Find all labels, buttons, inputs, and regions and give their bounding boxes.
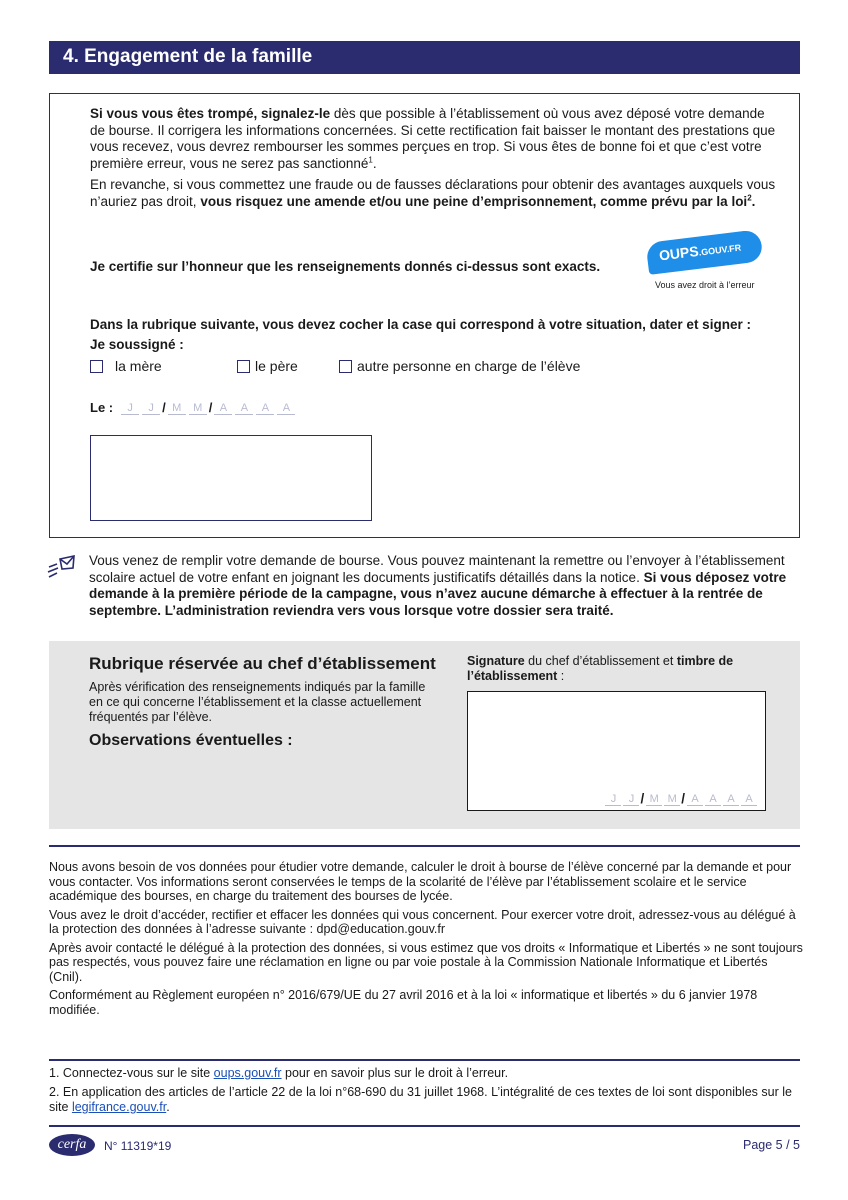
- date-label: Le :: [90, 400, 114, 415]
- cerfa-number: N° 11319*19: [104, 1139, 172, 1153]
- family-signature-box[interactable]: [90, 435, 372, 521]
- oups-logo-small: .GOUV.FR: [698, 242, 742, 258]
- footnote-1-pre: 1. Connectez-vous sur le site: [49, 1066, 214, 1080]
- chef-date-year-1[interactable]: A: [687, 793, 703, 806]
- footnote-2-post: .: [166, 1100, 170, 1114]
- engagement-p1-end: .: [372, 155, 377, 171]
- privacy-paragraph: Après avoir contacté le délégué à la protection des données, si vous estimez que vos droits « Informatique et Libertés » ne sont toujours pas respectés, vous pouvez faire une réclamation en ligne ou par voie postale à la Commission Nationale Informatique et Libertés (Cnil).: [49, 940, 803, 984]
- instruction-text: Dans la rubrique suivante, vous devez cocher la case qui correspond à votre situation, dater et signer :: [90, 317, 751, 332]
- date-input[interactable]: [121, 400, 298, 415]
- footnote-1: [49, 1066, 804, 1081]
- option-mere-label: la mère: [115, 358, 162, 374]
- divider: [49, 1125, 800, 1127]
- chef-date-input[interactable]: [605, 791, 759, 806]
- footnote-ref-2: 2: [747, 193, 752, 202]
- engagement-p1-bold: Si vous vous êtes trompé, signalez-le: [90, 106, 331, 121]
- checkbox-mere[interactable]: [90, 360, 103, 373]
- option-autre[interactable]: [339, 358, 580, 374]
- chef-sig-bold-2: timbre de l’établissement: [467, 654, 734, 683]
- engagement-box: [49, 93, 800, 538]
- date-row: [90, 400, 298, 415]
- chef-sig-end: :: [557, 669, 565, 683]
- chef-date-year-2[interactable]: A: [705, 793, 721, 806]
- chef-observations-label: Observations éventuelles :: [89, 732, 293, 749]
- option-mere[interactable]: [90, 358, 162, 374]
- chef-date-month-2[interactable]: M: [664, 793, 680, 806]
- notice-text: Vous venez de remplir votre demande de bourse. Vous pouvez maintenant la remettre ou l’envoyer à l’établissement scolaire actuel de votre enfant en joignant les documents justificatifs détaillés dans la notice.: [89, 553, 785, 585]
- oups-logo-main: OUPS: [658, 242, 700, 264]
- privacy-paragraph: Nous avons besoin de vos données pour étudier votre demande, calculer le droit à bourse de l’élève concerné par la demande et pour vous contacter. Vos informations seront conservées le temps de la scolarité de l’élève par l’établissement scolaire et le service académique des bourses, en charge du traitement des bourses de lycée.: [49, 860, 792, 903]
- engagement-p2-bold: vous risquez une amende et/ou une peine d’emprisonnement, comme prévu par la loi: [200, 193, 748, 209]
- option-pere-label: le père: [255, 358, 298, 374]
- date-year-1[interactable]: A: [214, 402, 232, 415]
- engagement-p2-text: En revanche, si vous commettez une fraude ou de fausses déclarations pour obtenir des avantages auxquels vous n’auriez pas droit,: [90, 177, 776, 209]
- engagement-p2-end: .: [751, 193, 756, 209]
- date-separator: /: [640, 791, 645, 806]
- privacy-paragraph: Conformément au Règlement européen n° 2016/679/UE du 27 avril 2016 et à la loi « informatique et libertés » du 6 janvier 1978 modifiée.: [49, 988, 758, 1017]
- checkbox-autre[interactable]: [339, 360, 352, 373]
- date-separator: /: [681, 791, 685, 806]
- footnote-1-post: pour en savoir plus sur le droit à l’erreur.: [281, 1066, 509, 1080]
- divider: [49, 845, 800, 847]
- certify-statement: Je certifie sur l’honneur que les renseignements donnés ci-dessus sont exacts.: [90, 259, 601, 274]
- chef-sig-bold-1: Signature: [467, 654, 525, 668]
- date-day-2[interactable]: J: [142, 402, 160, 415]
- option-pere[interactable]: [237, 358, 298, 374]
- date-year-3[interactable]: A: [256, 402, 274, 415]
- send-mail-icon: [47, 555, 77, 579]
- chef-signature-box[interactable]: [467, 691, 766, 811]
- engagement-text: [90, 106, 780, 215]
- engagement-p1-text: dès que possible à l’établissement où vous avez déposé votre demande de bourse. Il corrigera les informations concernées. Si cette rectification fait baisser le montant des prestations que vous recevez, vous devrez rembourser les sommes perçues en trop. Si vous êtes de bonne foi et que c’est votre première erreur, vous ne serez pas sanctionné: [90, 106, 776, 171]
- engagement-paragraph-2: [90, 177, 780, 210]
- oups-caption: Vous avez droit à l’erreur: [655, 280, 755, 290]
- submission-notice: [89, 553, 804, 619]
- engagement-paragraph-1: [90, 106, 780, 172]
- divider: [49, 1059, 800, 1061]
- chef-description: Après vérification des renseignements indiqués par la famille en ce qui concerne l’établissement et la classe actuellement fréquentés par l’élève.: [89, 680, 426, 724]
- chef-section: [49, 641, 800, 829]
- footnote-2-pre: 2. En application des articles de l’article 22 de la loi n°68-690 du 31 juillet 1968. L’intégralité de ces textes de loi sont disponibles sur le site: [49, 1085, 792, 1114]
- date-month-2[interactable]: M: [189, 402, 207, 415]
- footnote-2: [49, 1085, 804, 1115]
- chef-sig-text: du chef d’établissement et: [524, 654, 677, 668]
- cerfa-logo: cerfa: [49, 1134, 95, 1156]
- chef-date-day-1[interactable]: J: [605, 793, 621, 806]
- footnote-ref-1: 1: [368, 155, 373, 164]
- page-number: Page 5 / 5: [743, 1138, 800, 1152]
- privacy-paragraph: Vous avez le droit d’accéder, rectifier et effacer les données qui vous concernent. Pour exercer votre droit, adressez-vous au délégué à la protection des données à l’adresse suivante : dpd@education.gouv.fr: [49, 907, 796, 936]
- date-year-2[interactable]: A: [235, 402, 253, 415]
- chef-signature-label: [467, 654, 757, 684]
- soussigne-label: Je soussigné :: [90, 337, 184, 352]
- chef-date-month-1[interactable]: M: [646, 793, 662, 806]
- oups-logo: [645, 229, 763, 275]
- chef-date-day-2[interactable]: J: [623, 793, 639, 806]
- chef-date-year-4[interactable]: A: [741, 793, 757, 806]
- oups-link[interactable]: oups.gouv.fr: [213, 1066, 282, 1080]
- section-title: 4. Engagement de la famille: [49, 41, 800, 74]
- date-day-1[interactable]: J: [121, 402, 139, 415]
- checkbox-pere[interactable]: [237, 360, 250, 373]
- date-year-4[interactable]: A: [277, 402, 295, 415]
- chef-date-year-3[interactable]: A: [723, 793, 739, 806]
- legifrance-link[interactable]: legifrance.gouv.fr: [71, 1100, 167, 1114]
- date-month-1[interactable]: M: [168, 402, 186, 415]
- date-separator: /: [208, 400, 213, 415]
- date-separator: /: [162, 400, 166, 415]
- privacy-notice: [49, 860, 804, 1021]
- footnotes: [49, 1066, 804, 1119]
- notice-bold: Si vous déposez votre demande à la première période de la campagne, vous n’avez aucune démarche à effectuer à la rentrée de septembre. L’administration reviendra vers vous lorsque votre dossier sera traité.: [89, 569, 787, 618]
- chef-title: Rubrique réservée au chef d’établissement: [89, 654, 436, 673]
- option-autre-label: autre personne en charge de l’élève: [357, 358, 581, 374]
